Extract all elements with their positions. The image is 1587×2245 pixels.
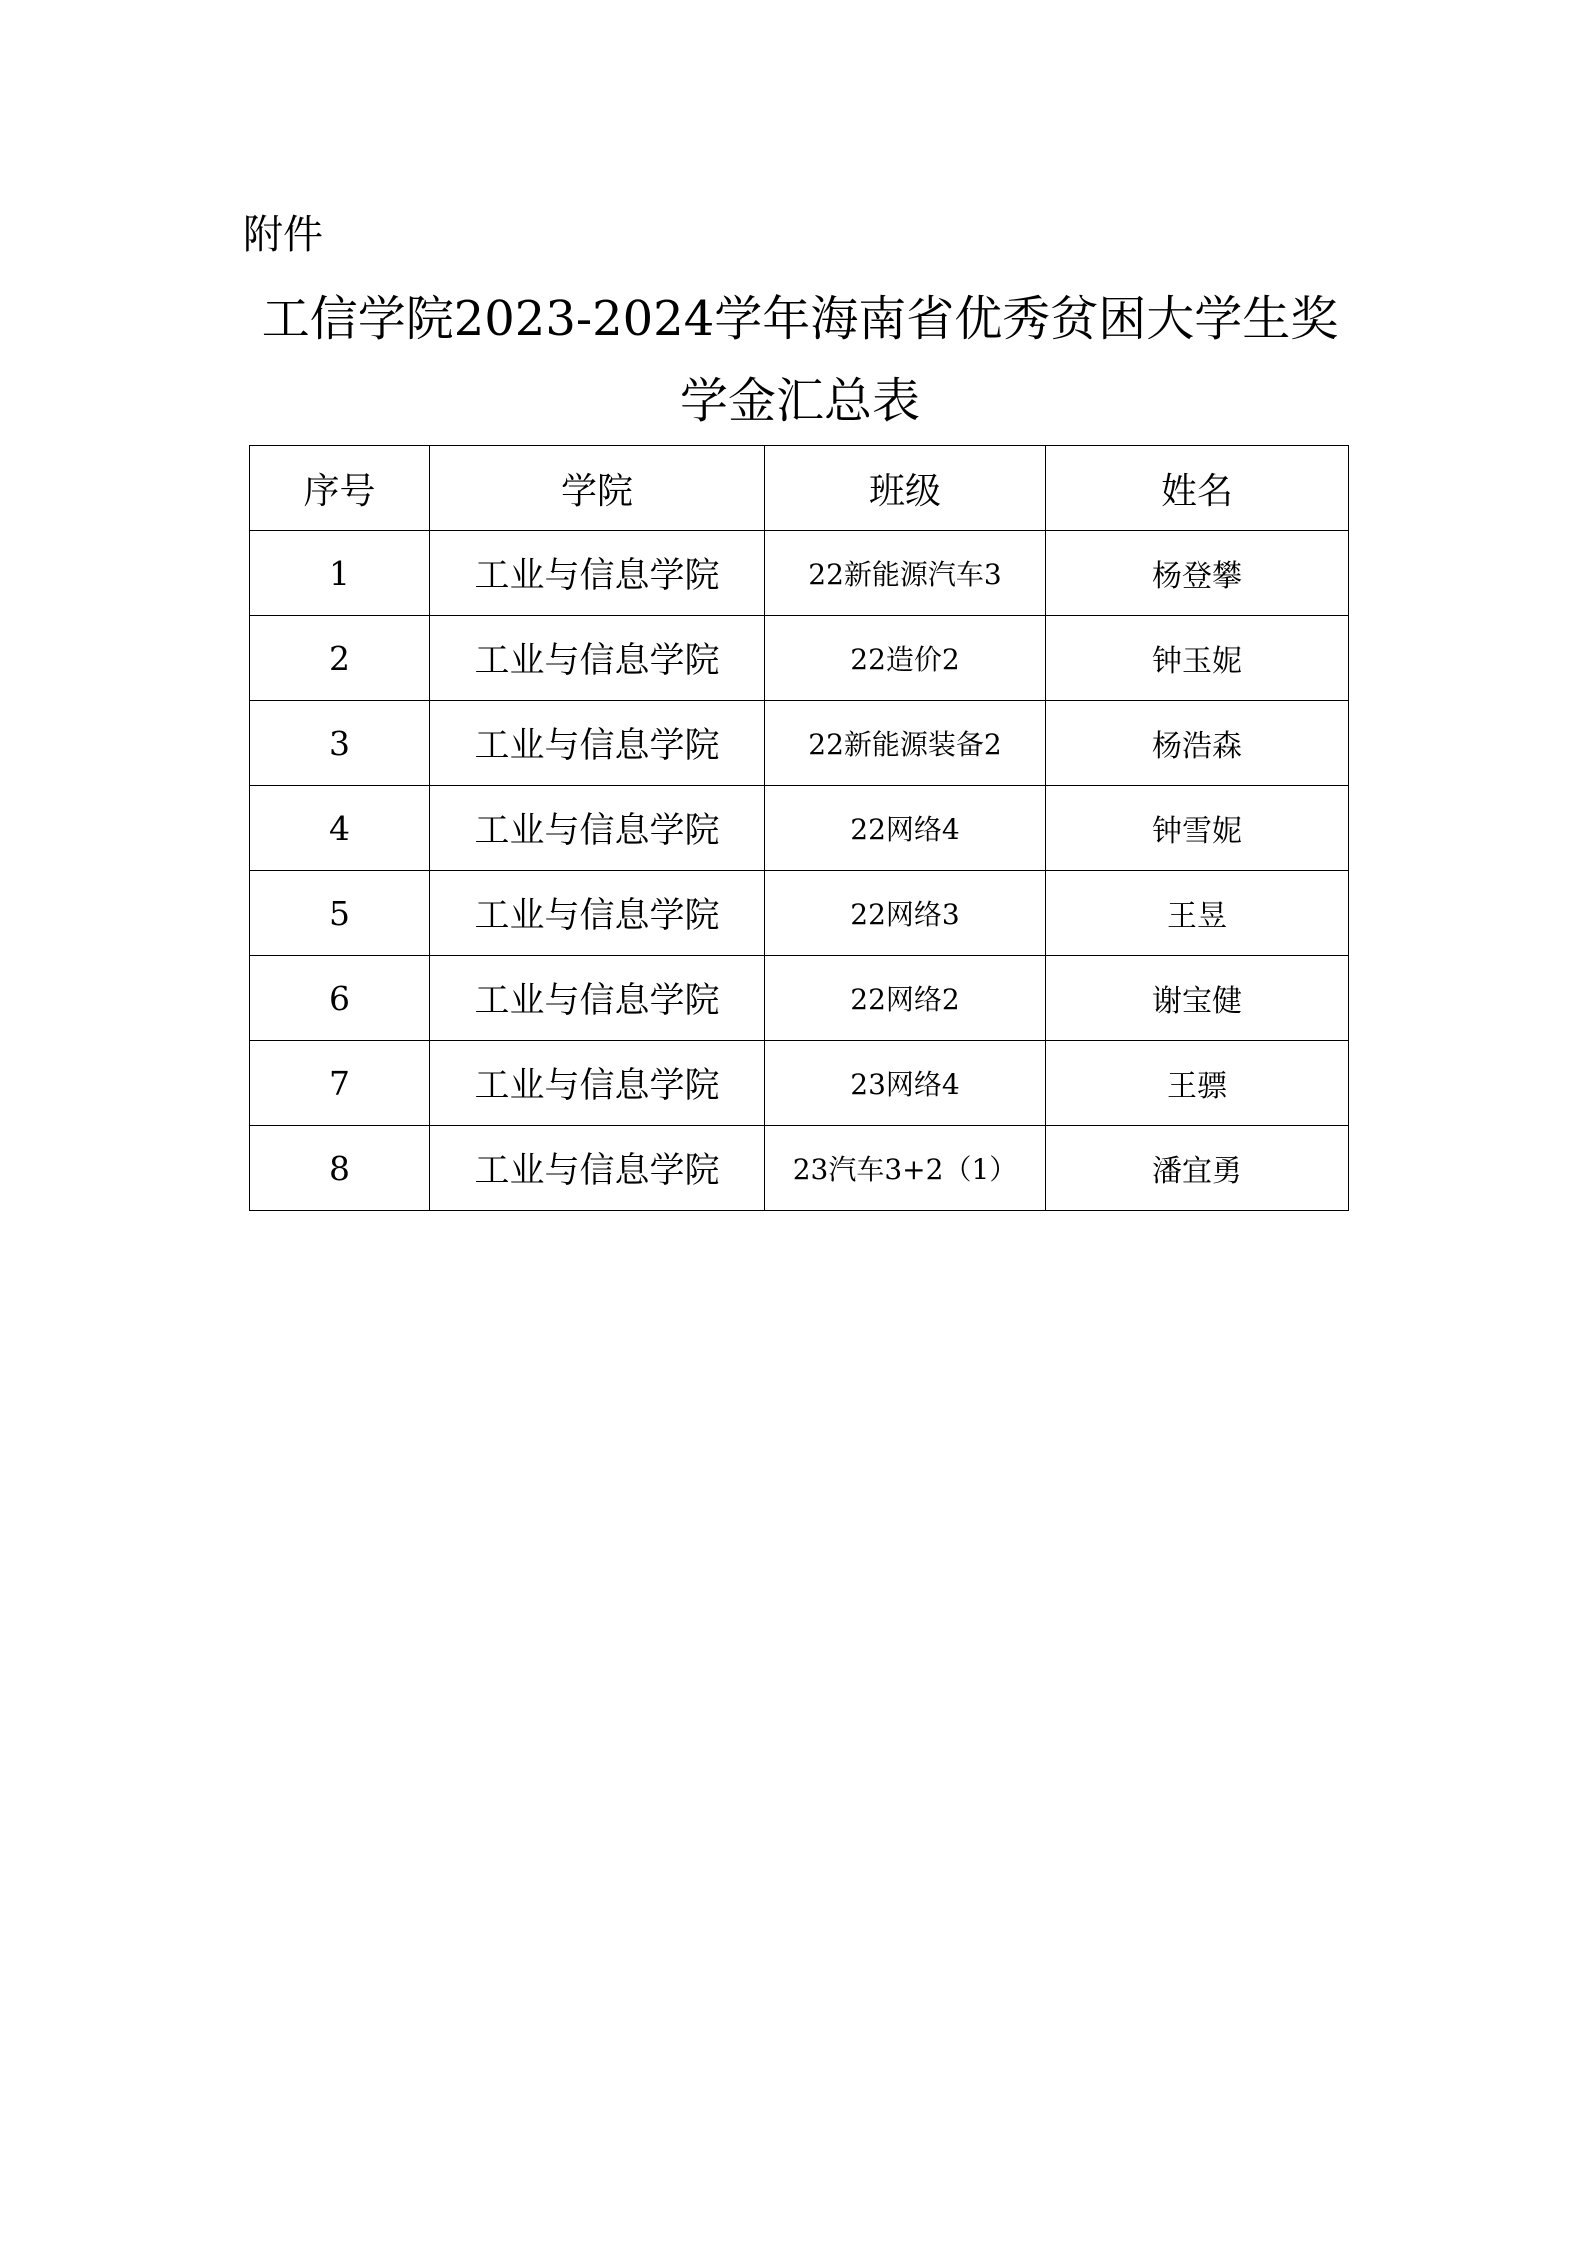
table-row — [250, 956, 1349, 1041]
cell-college: 工业与信息学院 — [430, 871, 765, 956]
table-row — [250, 616, 1349, 701]
cell-name: 钟雪妮 — [1046, 786, 1349, 871]
cell-index: 4 — [250, 786, 430, 871]
cell-college: 工业与信息学院 — [430, 786, 765, 871]
cell-name: 杨登攀 — [1046, 531, 1349, 616]
scholarship-summary-table — [249, 445, 1349, 1211]
table-row — [250, 871, 1349, 956]
table-header-row — [250, 446, 1349, 531]
cell-college: 工业与信息学院 — [430, 956, 765, 1041]
cell-name: 杨浩森 — [1046, 701, 1349, 786]
cell-class: 22网络2 — [765, 956, 1046, 1041]
cell-class: 22新能源汽车3 — [765, 531, 1046, 616]
cell-college: 工业与信息学院 — [430, 1126, 765, 1211]
cell-class: 23汽车3+2（1） — [765, 1126, 1046, 1211]
cell-index: 3 — [250, 701, 430, 786]
header-college: 学院 — [430, 446, 765, 531]
header-name: 姓名 — [1046, 446, 1349, 531]
cell-name: 钟玉妮 — [1046, 616, 1349, 701]
cell-index: 6 — [250, 956, 430, 1041]
cell-class: 22造价2 — [765, 616, 1046, 701]
cell-college: 工业与信息学院 — [430, 616, 765, 701]
cell-index: 1 — [250, 531, 430, 616]
table-row — [250, 786, 1349, 871]
cell-college: 工业与信息学院 — [430, 701, 765, 786]
table-row — [250, 1041, 1349, 1126]
header-index: 序号 — [250, 446, 430, 531]
cell-index: 5 — [250, 871, 430, 956]
table-row — [250, 1126, 1349, 1211]
cell-name: 王骠 — [1046, 1041, 1349, 1126]
cell-name: 谢宝健 — [1046, 956, 1349, 1041]
document-title-line-1: 工信学院2023-2024学年海南省优秀贫困大学生奖 — [261, 291, 1339, 347]
cell-class: 22网络4 — [765, 786, 1046, 871]
cell-index: 7 — [250, 1041, 430, 1126]
cell-class: 22网络3 — [765, 871, 1046, 956]
table-row — [250, 531, 1349, 616]
cell-college: 工业与信息学院 — [430, 1041, 765, 1126]
document-title-line-2: 学金汇总表 — [679, 373, 920, 429]
cell-index: 2 — [250, 616, 430, 701]
table-row — [250, 701, 1349, 786]
header-class: 班级 — [765, 446, 1046, 531]
cell-name: 王昱 — [1046, 871, 1349, 956]
cell-name: 潘宜勇 — [1046, 1126, 1349, 1211]
cell-class: 22新能源装备2 — [765, 701, 1046, 786]
cell-index: 8 — [250, 1126, 430, 1211]
cell-college: 工业与信息学院 — [430, 531, 765, 616]
cell-class: 23网络4 — [765, 1041, 1046, 1126]
attachment-label: 附件 — [243, 212, 323, 258]
